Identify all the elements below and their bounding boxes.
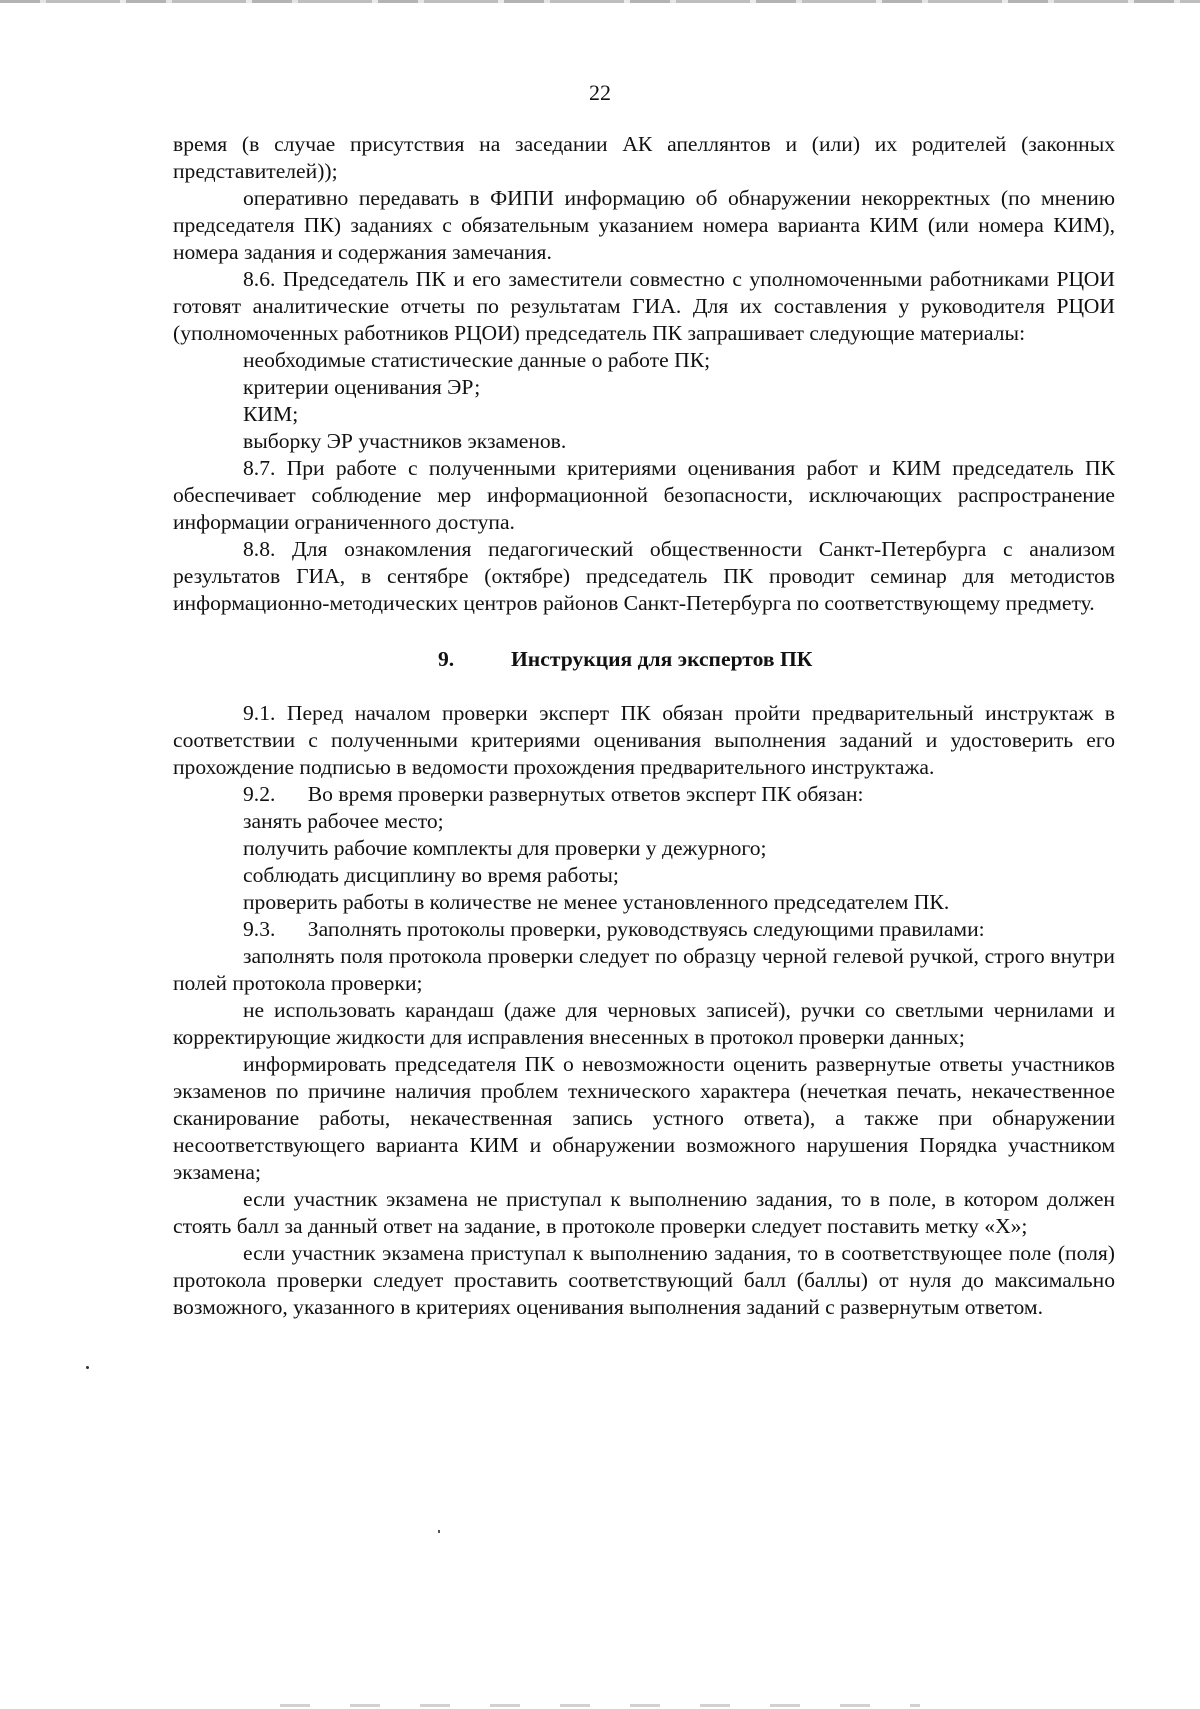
list-item: занять рабочее место; xyxy=(243,809,444,833)
list-item: критерии оценивания ЭР; xyxy=(243,375,481,399)
page-number: 22 xyxy=(589,80,611,105)
section-heading xyxy=(173,646,1115,673)
rule-item: если участник экзамена не приступал к выполнению задания, то в поле, в котором должен стоять балл за данный ответ на задание, в протоколе проверки следует поставить метку «Х»; xyxy=(173,1187,1115,1238)
scan-bottom-edge xyxy=(280,1704,920,1707)
list-item: необходимые статистические данные о работе ПК; xyxy=(243,348,711,372)
rule-item: не использовать карандаш (даже для черновых записей), ручки со светлыми чернилами и корректирующие жидкости для исправления внесенных в протокол проверки данных; xyxy=(173,998,1115,1049)
scan-top-edge xyxy=(0,0,1200,3)
scan-artifact-dot xyxy=(86,1366,89,1369)
rule-item: если участник экзамена приступал к выполнению задания, то в соответствующее поле (поля) протокола проверки следует проставить соответствующий балл (баллы) от нуля до максимально возможного, указанного в критериях оценивания выполнения заданий с развернутым ответом. xyxy=(173,1241,1115,1319)
paragraph-8-6: 8.6. Председатель ПК и его заместители совместно с уполномоченными работниками РЦОИ готовят аналитические отчеты по результатам ГИА. Для их составления у руководителя РЦОИ (уполномоченных работников РЦОИ) председатель ПК запрашивает следующие материалы: xyxy=(173,267,1115,345)
list-item: проверить работы в количестве не менее установленного председателем ПК. xyxy=(243,890,950,914)
paragraph-8-7: 8.7. При работе с полученными критериями оценивания работ и КИМ председатель ПК обеспечивает соблюдение мер информационной безопасности, исключающих распространение информации ограниченного доступа. xyxy=(173,456,1115,534)
rule-item: информировать председателя ПК о невозможности оценить развернутые ответы участников экзаменов по причине наличия проблем технического характера (нечеткая печать, некачественное сканирование работы, некачественная запись устного ответа), а также при обнаружении несоответствующего варианта КИМ и обнаружении возможного нарушения Порядка участником экзамена; xyxy=(173,1052,1115,1184)
section-title: Инструкция для экспертов ПК xyxy=(511,647,813,671)
paragraph: оперативно передавать в ФИПИ информацию об обнаружении некорректных (по мнению председателя ПК) заданиях с обязательным указанием номера варианта КИМ (или номера КИМ), номера задания и содержания замечания. xyxy=(173,186,1115,264)
paragraph-9-2: 9.2. Во время проверки развернутых ответов эксперт ПК обязан: xyxy=(243,782,864,806)
paragraph-8-8: 8.8. Для ознакомления педагогический общественности Санкт-Петербурга с анализом результатов ГИА, в сентябре (октябре) председатель ПК проводит семинар для методистов информационно-методических центров районов Санкт-Петербурга по соответствующему предмету. xyxy=(173,537,1115,615)
paragraph-9-3: 9.3. Заполнять протоколы проверки, руководствуясь следующими правилами: xyxy=(243,917,985,941)
paragraph: время (в случае присутствия на заседании АК апеллянтов и (или) их родителей (законных представителей)); xyxy=(173,132,1115,183)
page-body xyxy=(173,131,1115,1321)
rule-item: заполнять поля протокола проверки следует по образцу черной гелевой ручкой, строго внутри полей протокола проверки; xyxy=(173,944,1115,995)
list-item: выборку ЭР участников экзаменов. xyxy=(243,429,567,453)
list-item: КИМ; xyxy=(243,402,299,426)
scan-artifact-mark xyxy=(438,1530,440,1533)
list-item: получить рабочие комплекты для проверки у дежурного; xyxy=(243,836,767,860)
paragraph-9-1: 9.1. Перед началом проверки эксперт ПК обязан пройти предварительный инструктаж в соответствии с полученными критериями оценивания выполнения заданий и удостоверить его прохождение подписью в ведомости прохождения предварительного инструктажа. xyxy=(173,701,1115,779)
section-number: 9. xyxy=(438,647,455,671)
list-item: соблюдать дисциплину во время работы; xyxy=(243,863,619,887)
